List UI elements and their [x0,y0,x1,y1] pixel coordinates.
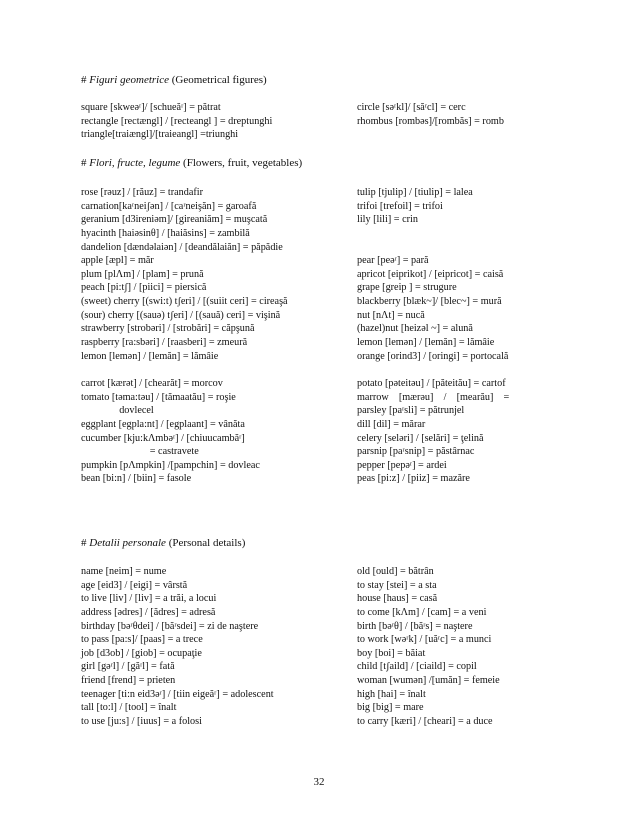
vocab-entry: to live [liv] / [liv] = a trăi, a locui [81,593,217,605]
vocab-entry: boy [boi] = băiat [357,647,426,659]
vocab-entry: circle [səʳkl]/ [săʳcl] = cerc [357,102,466,113]
vocab-entry: peach [pi:tʃ] / [piici] = piersică [81,282,207,294]
vocab-entry: age [eid3] / [eigi] = vârstă [81,579,188,591]
vocab-entry: high [hai] = înalt [357,688,426,700]
personal-details-left-column [81,565,356,729]
section-heading-geometric-figures [81,74,267,87]
vocab-entry: woman [wumən] /[umăn] = femeie [357,675,500,687]
flowers-right-column [357,186,557,486]
vocab-entry: peas [pi:z] / [piiz] = mazăre [357,473,470,485]
vocab-entry: apricot [eiprikot] / [eipricot] = caisă [357,268,504,280]
vocab-entry: tomato [təma:təu] / [tămaatău] = roşie [81,391,236,403]
vocab-entry: marrow [mærəu] / [mearău] = [357,391,510,403]
vocab-entry: (sweet) cherry [(swi:t) tʃeri] / [(suiit ceri] = cireaşă [81,296,288,308]
vocab-entry: job [d3ob] / [giob] = ocupaţie [81,647,202,659]
vocab-entry: pumpkin [pΛmpkin] /[pampchin] = dovleac [81,459,260,471]
vocab-entry: teenager [ti:n eid3əʳ] / [tiin eigeăʳ] = adolescent [81,688,274,700]
vocab-entry-continued: dovlecel [81,405,154,417]
vocab-entry: potato [pəteitəu] / [păteitău] = cartof [357,377,506,389]
vocab-entry: cucumber [kju:kΛmbəʳ] / [chiuucambăʳ] [81,432,245,444]
vocab-entry: rhombus [rombəs]/[rombăs] = romb [357,115,504,127]
vocab-entry: parsnip [paʳsnip] = păstârnac [357,446,475,458]
vocab-entry: apple [æpl] = măr [81,255,154,267]
vocab-entry: to use [ju:s] / [iuus] = a folosi [81,716,202,728]
vocab-entry: eggplant [egpla:nt] / [egplaant] = vânăta [81,418,245,430]
heading-title-en: (Geometrical figures) [168,74,267,86]
vocab-entry: rectangle [rectængl] / [recteangl ] = dreptunghi [81,115,273,127]
heading-hash: # [81,157,90,169]
vocab-entry: strawberry [strobəri] / [strobări] = căpşună [81,323,255,335]
vocab-entry: rose [rəuz] / [răuz] = trandafir [81,187,203,198]
vocab-entry: to pass [pa:s]/ [paas] = a trece [81,634,203,646]
vocab-entry: celery [seləri] / [selări] = ţelină [357,432,484,444]
vocab-entry: child [tʃaild] / [ciaild] = copil [357,661,477,673]
vocab-entry: friend [frend] = prieten [81,675,176,687]
vocab-entry: name [neim] = nume [81,566,167,577]
heading-hash: # [81,74,90,86]
vocab-entry: bean [bi:n] / [biin] = fasole [81,473,192,485]
vocab-entry: lily [lili] = crin [357,214,418,226]
heading-hash: # [81,537,90,549]
vocab-entry: lemon [lemən] / [lemăn] = lămâie [81,350,219,362]
vocab-entry: house [haus] = casă [357,593,438,605]
heading-title-en: (Personal details) [165,537,246,549]
vocab-entry: parsley [paʳsli] = pătrunjel [357,405,465,417]
vocab-entry: birthday [bəʳθdei] / [băʳsdei] = zi de naştere [81,620,259,632]
vocab-entry: plum [plΛm] / [plam] = prună [81,268,204,280]
section-heading-flowers-fruit-vegetables [81,157,302,170]
flowers-left-column [81,186,356,486]
vocab-entry: orange [orind3] / [oringi] = portocală [357,350,509,362]
vocab-entry: dill [dil] = mărar [357,418,426,430]
geometric-figures-right-column [357,101,557,128]
heading-title-en: (Flowers, fruit, vegetables) [180,157,303,169]
spacer [357,241,557,255]
vocab-entry: to work [wəʳk] / [uăʳc] = a munci [357,634,492,646]
spacer [357,227,557,241]
vocab-entry: hyacinth [haiəsinθ] / [haiăsins] = zambilă [81,227,250,239]
vocab-entry: carrot [kærət] / [chearăt] = morcov [81,377,223,389]
vocab-entry: to carry [kæri] / [cheari] = a duce [357,716,493,728]
vocab-entry: pear [peəʳ] = pară [357,255,429,267]
vocab-entry: (hazel)nut [heizəl ~] = alună [357,323,473,335]
heading-title-ro: Flori, fructe, legume [89,157,181,169]
vocab-entry: square [skweəʳ]/ [schueăʳ] = pătrat [81,102,221,113]
vocab-entry: address [ədres] / [ădres] = adresă [81,606,216,618]
spacer [357,363,557,377]
vocab-entry: grape [greip ] = strugure [357,282,457,294]
vocab-entry: carnation[kaʳneiʃən] / [caʳneişăn] = garoafă [81,200,257,212]
vocab-entry: big [big] = mare [357,702,424,714]
vocab-entry: raspberry [ra:sbəri] / [raasberi] = zmeură [81,337,248,349]
vocab-entry: to come [kΛm] / [cam] = a veni [357,606,487,618]
section-heading-personal-details [81,537,245,550]
personal-details-right-column [357,565,557,729]
vocab-entry: dandelion [dændəlaiən] / [deandălaiăn] = păpădie [81,241,283,253]
vocab-entry-continued: = castravete [81,446,199,458]
vocab-entry: (sour) cherry [(sauə) tʃeri] / [(sauă) ceri] = vişină [81,309,281,321]
heading-title-ro: Figuri geometrice [89,74,169,86]
page-number: 32 [313,776,325,788]
vocab-entry: lemon [lemən] / [lemăn] = lămâie [357,337,495,349]
vocab-entry: tulip [tjulip] / [tiulip] = lalea [357,187,473,198]
spacer [81,363,356,377]
vocab-entry: to stay [stei] = a sta [357,579,437,591]
geometric-figures-left-column [81,101,356,142]
vocab-entry: blackberry [blæk~]/ [blec~] = mură [357,296,502,308]
heading-title-ro: Detalii personale [89,537,166,549]
vocab-entry: tall [to:l] / [tool] = înalt [81,702,177,714]
vocab-entry: geranium [d3ireniəm]/ [gireaniăm] = muşcată [81,214,268,226]
vocab-entry: nut [nΛt] = nucă [357,309,425,321]
vocab-entry: birth [bəʳθ] / [băʳs] = naştere [357,620,473,632]
vocab-entry: trifoi [trefoil] = trifoi [357,200,443,212]
vocab-entry: pepper [pepəʳ] = ardei [357,459,447,471]
vocab-entry: old [ould] = bătrân [357,566,434,577]
vocab-entry: triangle[traiængl]/[traieangl] =triunghi [81,129,239,141]
vocab-entry: girl [gəʳl] / [găʳl] = fată [81,661,175,673]
